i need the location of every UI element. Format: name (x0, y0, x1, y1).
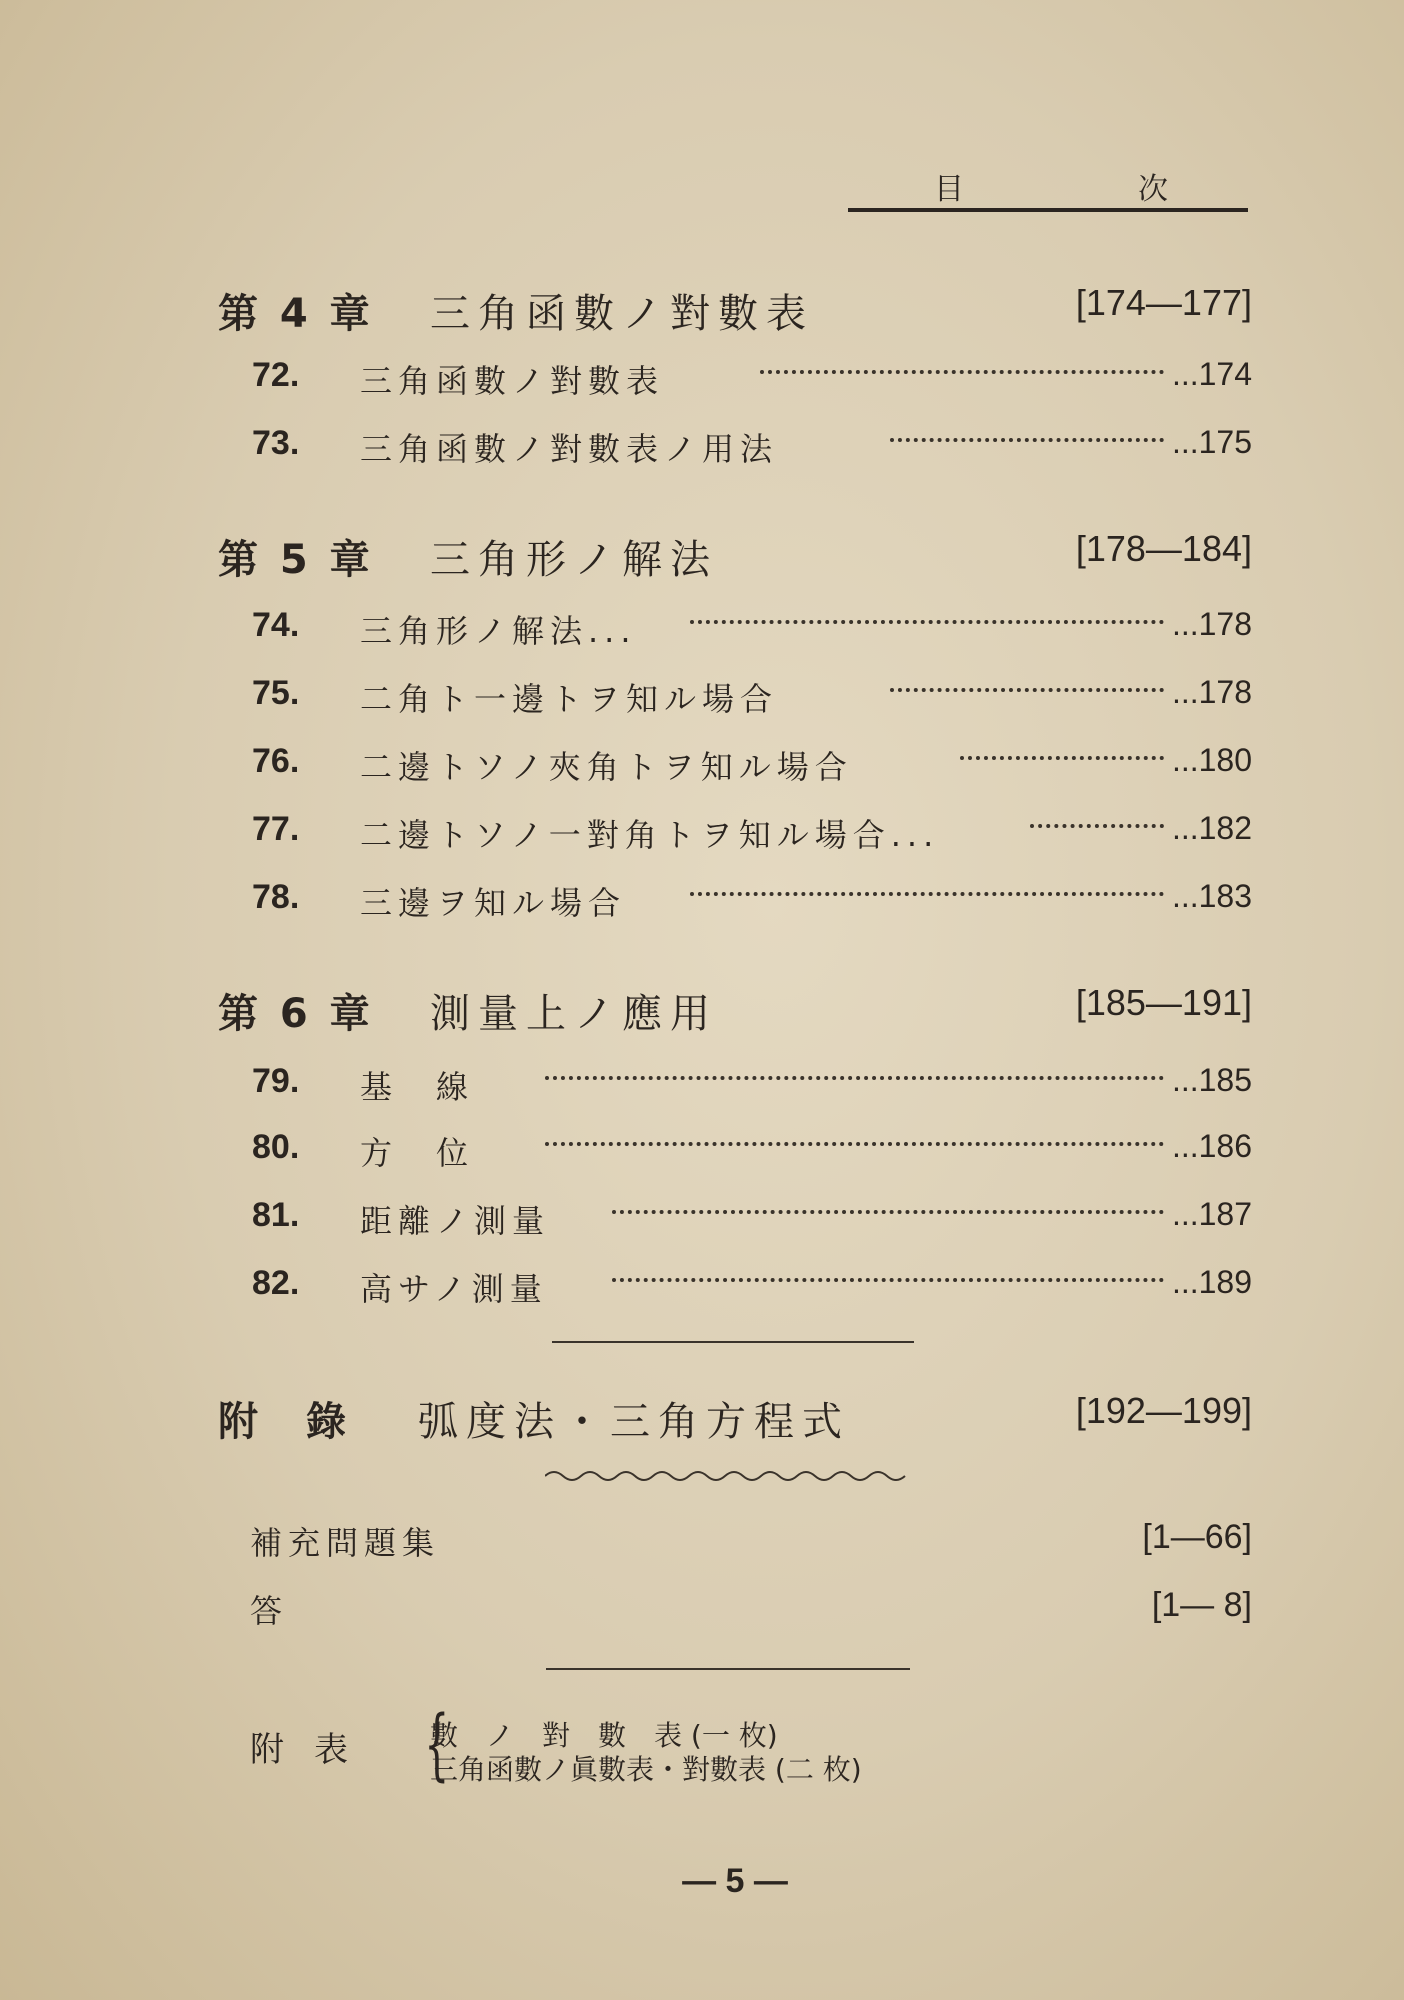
chapter-title: 三角形ノ解法 (430, 537, 718, 583)
section-number: 76. (252, 742, 300, 780)
extra-title: 補充問題集 (250, 1524, 441, 1562)
section-page: ...183 (1171, 878, 1252, 914)
extra-page-range: [1—66] (1142, 1518, 1252, 1556)
wavy-ornament (545, 1468, 915, 1484)
brace-icon: { (424, 1700, 450, 1790)
chapter-5-heading[interactable] (0, 528, 1404, 582)
answers-entry[interactable] (0, 1586, 1404, 1640)
section-number: 73. (252, 424, 300, 462)
section-title: 距離ノ測量 (360, 1202, 551, 1240)
section-title: 三角函數ノ對數表 (360, 362, 665, 400)
chapter-label: 第 5 章 (218, 537, 374, 583)
appendix-page-range: [192—199] (1075, 1390, 1252, 1431)
chapter-4-heading[interactable] (0, 282, 1404, 336)
section-title: 二邊トソノ夾角トヲ知ル場合 (360, 748, 853, 786)
dot-leader (545, 1076, 1164, 1080)
extra-page-range: [1— 8] (1151, 1586, 1252, 1624)
section-page: ...186 (1171, 1128, 1252, 1164)
appendix-heading[interactable] (0, 1390, 1404, 1444)
dot-leader (612, 1278, 1164, 1282)
attached-tables-label: 附表 (250, 1730, 378, 1770)
section-number: 78. (252, 878, 300, 916)
section-page: ...185 (1171, 1062, 1252, 1098)
section-number: 79. (252, 1062, 300, 1100)
section-page: ...178 (1171, 606, 1252, 642)
section-page: ...189 (1171, 1264, 1252, 1300)
toc-entry[interactable] (0, 1196, 1404, 1250)
chapter-title: 測量上ノ應用 (430, 991, 718, 1037)
toc-entry[interactable] (0, 810, 1404, 864)
section-page: ...182 (1171, 810, 1252, 846)
section-title: 二邊トソノ一對角トヲ知ル場合... (360, 816, 940, 854)
running-header-label-2: 次 (1138, 172, 1168, 207)
toc-entry[interactable] (0, 606, 1404, 660)
section-page: ...187 (1171, 1196, 1252, 1232)
toc-entry[interactable] (0, 742, 1404, 796)
toc-entry[interactable] (0, 424, 1404, 478)
dot-leader (545, 1142, 1164, 1146)
appendix-label: 附 錄 (218, 1399, 350, 1445)
attached-table-line: 數 ノ 對 數 表 (一 枚) (430, 1719, 778, 1752)
chapter-6-heading[interactable] (0, 982, 1404, 1036)
section-divider (546, 1668, 910, 1670)
section-title: 三角形ノ解法... (360, 612, 637, 650)
section-title: 二角ト一邊トヲ知ル場合 (360, 680, 779, 718)
supplementary-problems-entry[interactable] (0, 1518, 1404, 1572)
dot-leader (1030, 824, 1164, 828)
running-header-label-1: 目 (934, 172, 964, 207)
section-page: ...178 (1171, 674, 1252, 710)
chapter-label: 第 6 章 (218, 991, 374, 1037)
section-number: 74. (252, 606, 300, 644)
toc-entry[interactable] (0, 356, 1404, 410)
chapter-title: 三角函數ノ對數表 (430, 291, 814, 337)
section-title: 三邊ヲ知ル場合 (360, 884, 627, 922)
toc-entry[interactable] (0, 1264, 1404, 1318)
dot-leader (612, 1210, 1164, 1214)
chapter-label: 第 4 章 (218, 291, 374, 337)
section-title: 高サノ測量 (360, 1270, 548, 1308)
dot-leader (960, 756, 1164, 760)
chapter-page-range: [178—184] (1075, 528, 1252, 569)
section-title: 三角函數ノ對數表ノ用法 (360, 430, 779, 468)
running-header (848, 158, 1248, 212)
toc-entry[interactable] (0, 1062, 1404, 1116)
page-number: — 5 — (682, 1862, 788, 1900)
dot-leader (890, 438, 1164, 442)
section-divider (552, 1341, 914, 1343)
toc-entry[interactable] (0, 878, 1404, 932)
toc-entry[interactable] (0, 674, 1404, 728)
attached-table-line: 三角函數ノ眞數表・對數表 (二 枚) (430, 1753, 862, 1786)
chapter-page-range: [185—191] (1075, 982, 1252, 1023)
section-number: 81. (252, 1196, 300, 1234)
section-number: 72. (252, 356, 300, 394)
extra-title: 答 (250, 1592, 289, 1630)
section-page: ...180 (1171, 742, 1252, 778)
toc-entry[interactable] (0, 1128, 1404, 1182)
dot-leader (690, 620, 1164, 624)
section-number: 80. (252, 1128, 300, 1166)
section-page: ...174 (1171, 356, 1252, 392)
section-title: 方 位 (360, 1134, 475, 1172)
dot-leader (690, 892, 1164, 896)
chapter-page-range: [174—177] (1075, 282, 1252, 323)
appendix-title: 弧度法・三角方程式 (418, 1399, 850, 1445)
dot-leader (760, 370, 1164, 374)
section-number: 77. (252, 810, 300, 848)
section-number: 82. (252, 1264, 300, 1302)
dot-leader (890, 688, 1164, 692)
section-title: 基 線 (360, 1068, 475, 1106)
section-page: ...175 (1171, 424, 1252, 460)
section-number: 75. (252, 674, 300, 712)
